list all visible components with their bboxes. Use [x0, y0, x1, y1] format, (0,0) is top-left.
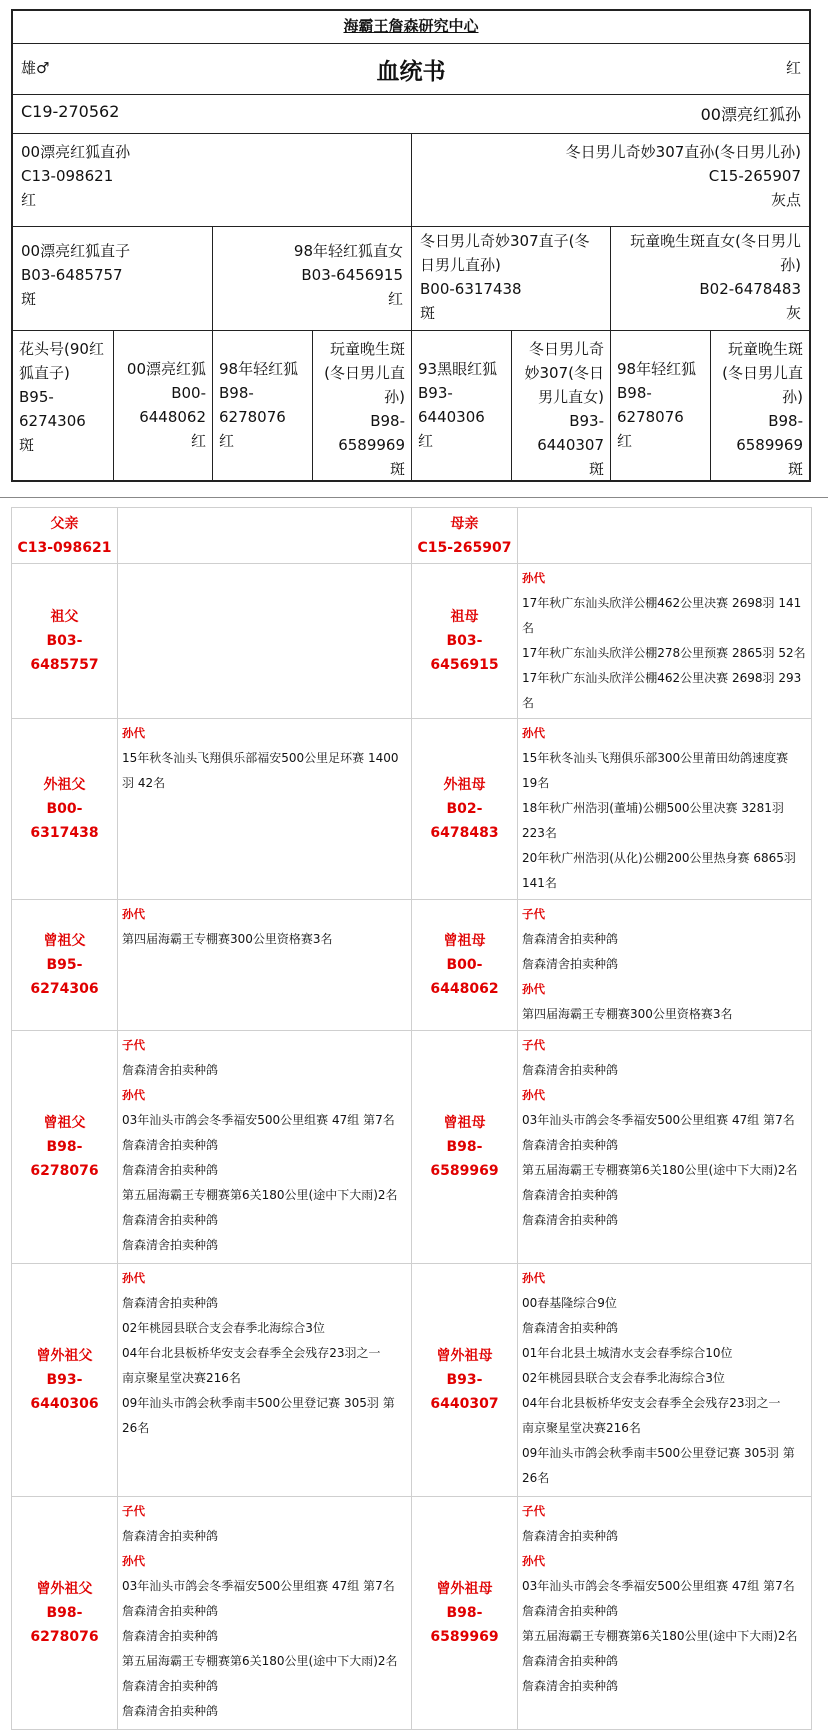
ancestor-relation: 曾祖父	[43, 933, 86, 949]
record-line: 詹森清舍拍卖种鸽	[522, 1529, 619, 1543]
ancestor-ring: B93-6440306	[30, 1372, 99, 1412]
ancestor-ring: C13-098621	[17, 539, 112, 556]
subject-row	[13, 94, 809, 133]
gen3-ring: B95-6274306	[19, 388, 86, 430]
gen3-name: 93黑眼红狐	[418, 360, 498, 378]
gen3-ring: B98-6589969	[736, 412, 803, 454]
gen3-ring: B93-6440306	[418, 384, 485, 426]
section-divider	[0, 497, 828, 498]
record-line: 03年汕头市鸽会冬季福安500公里组赛 47组 第7名	[522, 1113, 795, 1127]
ancestor-relation: 祖母	[450, 609, 479, 625]
record-line: 南京聚星堂决赛216名	[122, 1371, 241, 1385]
gen3-color: 红	[190, 432, 206, 450]
pedigree-title-row	[13, 43, 809, 94]
ancestor-record-cell	[118, 564, 412, 719]
ancestor-relation: 曾外祖父	[36, 1348, 93, 1364]
record-line: 09年汕头市鸽会秋季南丰500公里登记赛 305羽 第26名	[522, 1446, 795, 1485]
ancestor-row	[12, 900, 812, 1031]
gen2-ring: B03-6485757	[21, 266, 123, 284]
record-line: 第四届海霸王专棚赛300公里资格赛3名	[522, 1007, 733, 1021]
record-section-tag: 孙代	[122, 726, 145, 740]
ancestor-row	[12, 1264, 812, 1497]
gen2-ring: B03-6456915	[301, 266, 403, 284]
ancestor-record-cell	[518, 1264, 812, 1497]
record-line: 詹森清舍拍卖种鸽	[522, 932, 619, 946]
record-line: 詹森清舍拍卖种鸽	[122, 1138, 219, 1152]
record-line: 第四届海霸王专棚赛300公里资格赛3名	[122, 932, 333, 946]
dam-ring: C15-265907	[708, 167, 801, 185]
ancestor-relation: 父亲	[50, 515, 79, 532]
record-section-tag: 孙代	[522, 1088, 545, 1102]
gen2-name: 00漂亮红狐直子	[21, 242, 131, 260]
sire-ring: C13-098621	[21, 167, 114, 185]
record-line: 詹森清舍拍卖种鸽	[122, 1604, 219, 1618]
organization-name: 海霸王詹森研究中心	[343, 17, 479, 35]
document-title: 血统书	[376, 59, 446, 85]
ancestor-ring: B95-6274306	[30, 957, 99, 997]
ancestor-ring: C15-265907	[417, 539, 512, 556]
ancestor-ring: B03-6456915	[430, 633, 499, 673]
ancestor-detail-table	[11, 507, 812, 1730]
ancestor-row	[12, 508, 812, 564]
dam-color: 灰点	[770, 191, 801, 209]
record-line: 00春基隆综合9位	[522, 1296, 617, 1310]
gen3-cell	[610, 331, 710, 480]
record-line: 詹森清舍拍卖种鸽	[122, 1704, 219, 1718]
ancestor-ring: B98-6589969	[430, 1139, 499, 1179]
record-line: 詹森清舍拍卖种鸽	[522, 1138, 619, 1152]
ancestor-ring: B93-6440307	[430, 1372, 499, 1412]
dam-cell	[411, 134, 809, 226]
sire-name: 00漂亮红狐直孙	[21, 143, 131, 161]
gen2-ring: B02-6478483	[699, 280, 801, 298]
ancestor-ring: B00-6317438	[30, 801, 99, 841]
record-line: 詹森清舍拍卖种鸽	[522, 1063, 619, 1077]
ancestor-record-cell	[118, 1264, 412, 1497]
gen3-color: 斑	[19, 436, 35, 454]
gen2-color: 灰	[785, 304, 801, 322]
ancestor-ring: B98-6278076	[30, 1605, 99, 1645]
record-line: 詹森清舍拍卖种鸽	[522, 1188, 619, 1202]
ancestor-record-cell	[118, 508, 412, 564]
ancestor-label-cell	[412, 1497, 518, 1730]
record-line: 南京聚星堂决赛216名	[522, 1421, 641, 1435]
gen3-name: 98年轻红狐	[219, 360, 299, 378]
record-line: 17年秋广东汕头欣洋公棚462公里决赛 2698羽 293名	[522, 671, 802, 710]
record-line: 02年桃园县联合支会春季北海综合3位	[122, 1321, 325, 1335]
record-line: 20年秋广州浩羽(从化)公棚200公里热身赛 6865羽 141名	[522, 851, 796, 890]
ancestor-relation: 曾外祖父	[36, 1581, 93, 1597]
ancestor-label-cell	[412, 1031, 518, 1264]
gen3-color: 红	[617, 432, 633, 450]
record-line: 第五届海霸王专棚赛第6关180公里(途中下大雨)2名	[522, 1163, 798, 1177]
ancestor-record-cell	[518, 1031, 812, 1264]
record-section-tag: 孙代	[122, 907, 145, 921]
record-section-tag: 孙代	[522, 1271, 545, 1285]
record-line: 詹森清舍拍卖种鸽	[122, 1063, 219, 1077]
ancestor-label-cell	[412, 1264, 518, 1497]
record-line: 第五届海霸王专棚赛第6关180公里(途中下大雨)2名	[522, 1629, 798, 1643]
gen3-color: 斑	[588, 460, 604, 478]
record-line: 詹森清舍拍卖种鸽	[522, 1321, 619, 1335]
record-section-tag: 子代	[522, 1504, 545, 1518]
subject-name: 00漂亮红狐孙	[700, 105, 801, 124]
ancestor-label-cell	[12, 564, 118, 719]
gen3-ring: B98-6278076	[219, 384, 286, 426]
record-section-tag: 子代	[122, 1038, 145, 1052]
ancestor-relation: 曾祖母	[443, 933, 486, 949]
record-section-tag: 子代	[522, 907, 545, 921]
dam-name: 冬日男儿奇妙307直孙(冬日男儿孙)	[565, 143, 801, 161]
ancestor-row	[12, 1031, 812, 1264]
ancestor-label-cell	[412, 564, 518, 719]
record-line: 04年台北县板桥华安支会春季全会残存23羽之一	[122, 1346, 381, 1360]
gen2-cell	[212, 227, 411, 330]
record-line: 04年台北县板桥华安支会春季全会残存23羽之一	[522, 1396, 781, 1410]
ancestor-label-cell	[12, 1264, 118, 1497]
record-line: 03年汕头市鸽会冬季福安500公里组赛 47组 第7名	[122, 1579, 395, 1593]
ancestor-ring: B00-6448062	[430, 957, 499, 997]
gen3-cell	[13, 331, 113, 480]
gen2-name: 98年轻红狐直女	[293, 242, 403, 260]
gen2-cell	[610, 227, 809, 330]
gen3-cell	[710, 331, 810, 480]
sire-cell	[13, 134, 411, 226]
ancestor-label-cell	[12, 1497, 118, 1730]
ancestor-record-cell	[118, 900, 412, 1031]
ancestor-record-cell	[118, 1031, 412, 1264]
gen2-color: 斑	[21, 290, 37, 308]
ancestor-row	[12, 1497, 812, 1730]
record-line: 17年秋广东汕头欣洋公棚278公里预赛 2865羽 52名	[522, 646, 806, 660]
gen3-ring: B00-6448062	[139, 384, 206, 426]
ancestor-relation: 外祖父	[43, 777, 86, 793]
generation-3-row	[13, 330, 809, 480]
ancestor-record-cell	[118, 1497, 412, 1730]
ancestor-record-cell	[518, 508, 812, 564]
gen3-name: 00漂亮红狐	[126, 360, 206, 378]
gen2-name: 冬日男儿奇妙307直子(冬日男儿直孙)	[420, 232, 590, 274]
record-section-tag: 孙代	[522, 982, 545, 996]
record-line: 09年汕头市鸽会秋季南丰500公里登记赛 305羽 第26名	[122, 1396, 395, 1435]
ancestor-relation: 曾祖母	[443, 1115, 486, 1131]
gen2-color: 斑	[420, 304, 436, 322]
ancestor-record-cell	[518, 1497, 812, 1730]
gen3-ring: B98-6589969	[338, 412, 405, 454]
ancestor-ring: B02-6478483	[430, 801, 499, 841]
ancestor-label-cell	[12, 900, 118, 1031]
record-section-tag: 孙代	[122, 1088, 145, 1102]
ancestor-record-cell	[518, 719, 812, 900]
ancestor-label-cell	[12, 1031, 118, 1264]
ancestor-ring: B98-6589969	[430, 1605, 499, 1645]
sire-color: 红	[21, 191, 37, 209]
gen2-ring: B00-6317438	[420, 280, 522, 298]
gen3-cell	[212, 331, 312, 480]
gen3-name: 玩童晚生斑(冬日男儿直孙)	[324, 340, 405, 406]
record-line: 第五届海霸王专棚赛第6关180公里(途中下大雨)2名	[122, 1188, 398, 1202]
ancestor-ring: B03-6485757	[30, 633, 99, 673]
gen2-name: 玩童晚生斑直女(冬日男儿孙)	[630, 232, 801, 274]
ancestor-label-cell	[12, 719, 118, 900]
gen3-ring: B93-6440307	[537, 412, 604, 454]
ancestor-label-cell	[412, 719, 518, 900]
gen2-cell	[411, 227, 610, 330]
ancestor-label-cell	[412, 900, 518, 1031]
generation-1-row	[13, 133, 809, 226]
ancestor-relation: 外祖母	[443, 777, 486, 793]
gen3-cell	[312, 331, 412, 480]
record-line: 詹森清舍拍卖种鸽	[122, 1679, 219, 1693]
gen3-color: 斑	[389, 460, 405, 478]
record-section-tag: 子代	[122, 1504, 145, 1518]
gen3-name: 98年轻红狐	[617, 360, 697, 378]
record-line: 01年台北县土城清水支会春季综合10位	[522, 1346, 733, 1360]
record-line: 詹森清舍拍卖种鸽	[522, 1604, 619, 1618]
record-line: 15年秋冬汕头飞翔俱乐部福安500公里足环赛 1400羽 42名	[122, 751, 399, 790]
ancestor-label-cell	[12, 508, 118, 564]
record-line: 詹森清舍拍卖种鸽	[122, 1529, 219, 1543]
record-section-tag: 孙代	[522, 726, 545, 740]
record-line: 02年桃园县联合支会春季北海综合3位	[522, 1371, 725, 1385]
gen3-ring: B98-6278076	[617, 384, 684, 426]
record-line: 詹森清舍拍卖种鸽	[122, 1238, 219, 1252]
record-line: 03年汕头市鸽会冬季福安500公里组赛 47组 第7名	[122, 1113, 395, 1127]
record-line: 詹森清舍拍卖种鸽	[522, 1213, 619, 1227]
gen3-cell	[511, 331, 611, 480]
gen3-color: 红	[219, 432, 235, 450]
ancestor-relation: 祖父	[50, 609, 79, 625]
ancestor-row	[12, 719, 812, 900]
ancestor-record-cell	[518, 564, 812, 719]
ancestor-relation: 曾祖父	[43, 1115, 86, 1131]
gen3-color: 红	[418, 432, 434, 450]
record-section-tag: 孙代	[522, 1554, 545, 1568]
gen3-cell	[113, 331, 213, 480]
record-line: 詹森清舍拍卖种鸽	[522, 957, 619, 971]
record-line: 詹森清舍拍卖种鸽	[122, 1163, 219, 1177]
pedigree-header-row	[13, 11, 809, 43]
record-line: 詹森清舍拍卖种鸽	[122, 1629, 219, 1643]
record-section-tag: 孙代	[122, 1554, 145, 1568]
pedigree-chart	[11, 9, 811, 482]
ancestor-ring: B98-6278076	[30, 1139, 99, 1179]
ancestor-relation: 曾外祖母	[436, 1581, 493, 1597]
ancestor-relation: 曾外祖母	[436, 1348, 493, 1364]
sex-label: 雄♂	[21, 59, 50, 77]
gen3-color: 斑	[787, 460, 803, 478]
record-line: 詹森清舍拍卖种鸽	[122, 1213, 219, 1227]
gen3-name: 冬日男儿奇妙307(冬日男儿直女)	[524, 340, 604, 406]
gen3-name: 玩童晚生斑(冬日男儿直孙)	[722, 340, 803, 406]
gen2-cell	[13, 227, 212, 330]
gen3-name: 花头号(90红狐直子)	[19, 340, 104, 382]
subject-ring: C19-270562	[21, 102, 120, 121]
record-line: 詹森清舍拍卖种鸽	[522, 1654, 619, 1668]
gen2-color: 红	[387, 290, 403, 308]
ancestor-label-cell	[412, 508, 518, 564]
record-line: 17年秋广东汕头欣洋公棚462公里决赛 2698羽 141名	[522, 596, 802, 635]
color-label: 红	[785, 59, 801, 77]
record-section-tag: 孙代	[122, 1271, 145, 1285]
record-line: 詹森清舍拍卖种鸽	[122, 1296, 219, 1310]
ancestor-relation: 母亲	[450, 515, 479, 532]
generation-2-row	[13, 226, 809, 330]
record-line: 第五届海霸王专棚赛第6关180公里(途中下大雨)2名	[122, 1654, 398, 1668]
gen3-cell	[411, 331, 511, 480]
ancestor-row	[12, 564, 812, 719]
record-line: 15年秋冬汕头飞翔俱乐部300公里莆田幼鸽速度赛 19名	[522, 751, 789, 790]
record-section-tag: 子代	[522, 1038, 545, 1052]
record-line: 03年汕头市鸽会冬季福安500公里组赛 47组 第7名	[522, 1579, 795, 1593]
record-line: 18年秋广州浩羽(董埔)公棚500公里决赛 3281羽 223名	[522, 801, 784, 840]
ancestor-record-cell	[118, 719, 412, 900]
ancestor-record-cell	[518, 900, 812, 1031]
record-section-tag: 孙代	[522, 571, 545, 585]
record-line: 詹森清舍拍卖种鸽	[522, 1679, 619, 1693]
